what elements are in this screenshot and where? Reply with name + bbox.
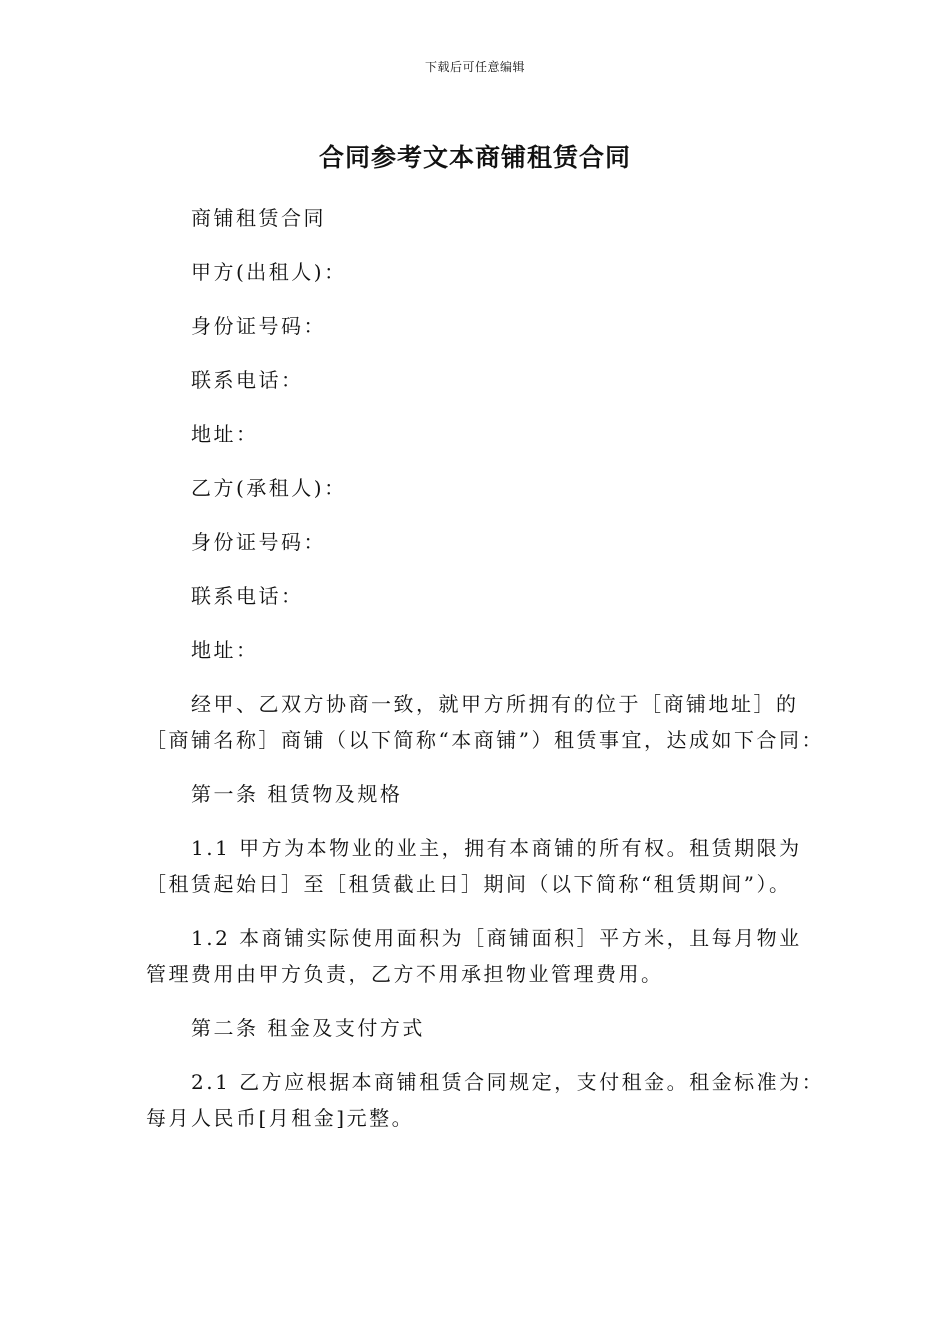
clause-2-1-line-1: 2.1 乙方应根据本商铺租赁合同规定，支付租金。租金标准为： — [191, 1070, 825, 1094]
party-a-label: 甲方(出租人)： — [191, 260, 347, 284]
clause-2-1 — [146, 1064, 825, 1136]
contract-name-line: 商铺租赁合同 — [191, 206, 326, 230]
clause-1-2-line-1: 1.2 本商铺实际使用面积为［商铺面积］平方米，且每月物业 — [191, 926, 802, 950]
party-b-id-label: 身份证号码： — [191, 530, 326, 554]
clause-1-2-line-2: 管理费用由甲方负责，乙方不用承担物业管理费用。 — [146, 962, 664, 986]
party-a-id-label: 身份证号码： — [191, 314, 326, 338]
document-title: 合同参考文本商铺租赁合同 — [318, 143, 631, 172]
clause-1-2 — [146, 920, 811, 992]
section-1-heading: 第一条 租赁物及规格 — [191, 782, 403, 806]
intro-line-2: ［商铺名称］商铺（以下简称“本商铺”）租赁事宜，达成如下合同： — [146, 728, 824, 752]
party-b-address-label: 地址： — [191, 638, 259, 662]
clause-1-1-line-1: 1.1 甲方为本物业的业主，拥有本商铺的所有权。租赁期限为 — [191, 836, 802, 860]
clause-1-1 — [146, 830, 811, 902]
clause-2-1-line-2: 每月人民币[月租金]元整。 — [146, 1106, 415, 1130]
intro-line-1: 经甲、乙双方协商一致，就甲方所拥有的位于［商铺地址］的 — [191, 692, 799, 716]
party-b-phone-label: 联系电话： — [191, 584, 304, 608]
clause-1-1-line-2: ［租赁起始日］至［租赁截止日］期间（以下简称“租赁期间”）。 — [146, 872, 792, 896]
document-body — [146, 200, 825, 1154]
header-note: 下载后可任意编辑 — [424, 60, 525, 74]
party-a-phone-label: 联系电话： — [191, 368, 304, 392]
intro-paragraph — [146, 686, 824, 758]
party-b-label: 乙方(承租人)： — [191, 476, 347, 500]
party-a-address-label: 地址： — [191, 422, 259, 446]
section-2-heading: 第二条 租金及支付方式 — [191, 1016, 425, 1040]
